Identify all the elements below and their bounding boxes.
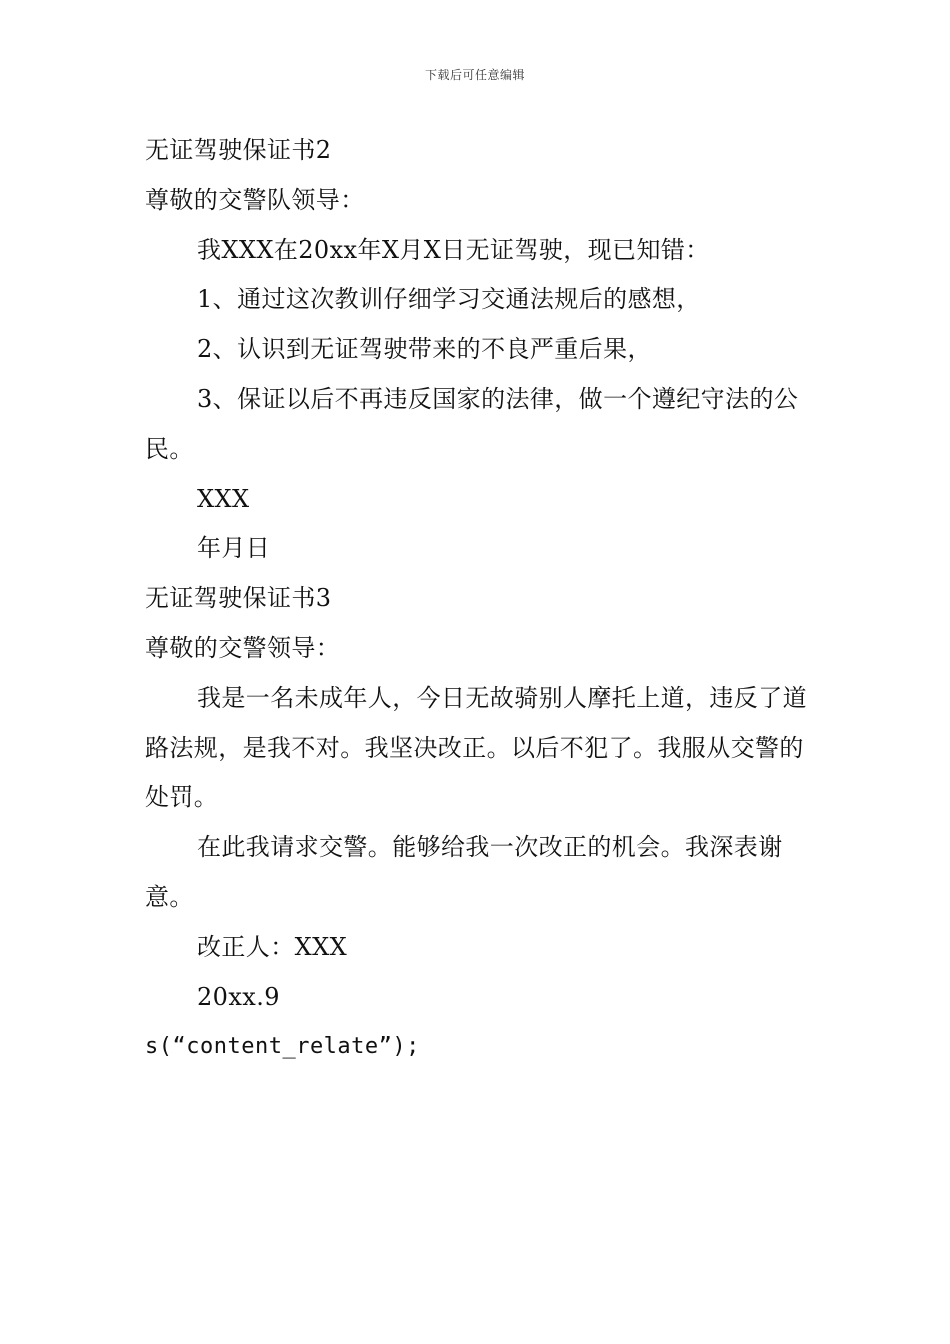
body-paragraph-1: 我是一名未成年人，今日无故骑别人摩托上道，违反了道路法规，是我不对。我坚决改正。以后不犯了。我服从交警的处罚。 xyxy=(145,683,807,812)
section-title-2: 无证驾驶保证书2 xyxy=(145,136,332,164)
list-item-2: 2、认识到无证驾驶带来的不良严重后果， xyxy=(197,335,652,364)
section-title-3: 无证驾驶保证书3 xyxy=(145,584,332,613)
corrector-signature: 改正人：XXX xyxy=(197,932,348,961)
statement-paragraph: 我XXX在20xx年X月X日无证驾驶，现已知错： xyxy=(197,235,710,264)
body-paragraph-2: 在此我请求交警。能够给我一次改正的机会。我深表谢意。 xyxy=(145,833,783,911)
signature-date: 年月日 xyxy=(197,534,271,563)
document-body xyxy=(145,126,807,1072)
salutation-3: 尊敬的交警领导： xyxy=(145,633,341,662)
list-item-3: 3、保证以后不再违反国家的法律，做一个遵纪守法的公民。 xyxy=(145,384,799,463)
list-item-1: 1、通过这次教训仔细学习交通法规后的感想， xyxy=(197,285,701,314)
signature-name: XXX xyxy=(197,484,250,513)
header-note: 下载后可任意编辑 xyxy=(424,68,525,82)
closing-date: 20xx.9 xyxy=(197,982,280,1011)
salutation-2: 尊敬的交警队领导： xyxy=(145,185,365,214)
script-residue: s(“content_relate”); xyxy=(145,1034,420,1060)
